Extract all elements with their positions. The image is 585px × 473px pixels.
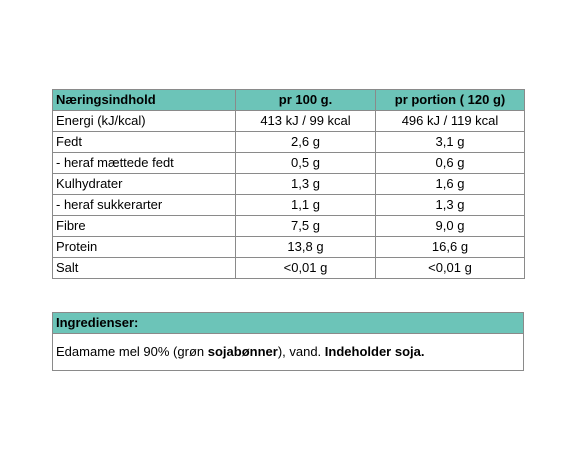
value-per-portion: 1,3 g <box>376 195 525 216</box>
value-per-portion: 496 kJ / 119 kcal <box>376 111 525 132</box>
value-per-portion: 9,0 g <box>376 216 525 237</box>
nutrient-name: Fibre <box>53 216 236 237</box>
value-per-100g: 1,3 g <box>236 174 376 195</box>
nutrition-header-row <box>53 90 525 111</box>
ingredients-text-part: Edamame mel 90% (grøn <box>56 344 208 359</box>
table-row <box>53 111 525 132</box>
table-row <box>53 216 525 237</box>
nutrition-table <box>52 89 525 279</box>
table-row <box>53 195 525 216</box>
nutrient-name: Fedt <box>53 132 236 153</box>
value-per-100g: 13,8 g <box>236 237 376 258</box>
nutrient-name: - heraf sukkerarter <box>53 195 236 216</box>
value-per-portion: 1,6 g <box>376 174 525 195</box>
value-per-portion: 3,1 g <box>376 132 525 153</box>
value-per-100g: 1,1 g <box>236 195 376 216</box>
nutrient-name: Salt <box>53 258 236 279</box>
header-per-portion: pr portion ( 120 g) <box>376 90 525 111</box>
nutrient-name: Kulhydrater <box>53 174 236 195</box>
ingredients-title: Ingredienser: <box>53 313 523 334</box>
header-per-100g: pr 100 g. <box>236 90 376 111</box>
header-nutrient: Næringsindhold <box>53 90 236 111</box>
value-per-100g: 7,5 g <box>236 216 376 237</box>
nutrient-name: Energi (kJ/kcal) <box>53 111 236 132</box>
table-row <box>53 174 525 195</box>
value-per-100g: 0,5 g <box>236 153 376 174</box>
ingredients-text <box>53 334 523 370</box>
table-row <box>53 237 525 258</box>
ingredients-text-part: ), vand. <box>277 344 325 359</box>
value-per-100g: <0,01 g <box>236 258 376 279</box>
value-per-100g: 413 kJ / 99 kcal <box>236 111 376 132</box>
table-row <box>53 258 525 279</box>
table-row <box>53 153 525 174</box>
value-per-portion: 16,6 g <box>376 237 525 258</box>
allergen-warning: Indeholder soja. <box>324 344 425 359</box>
allergen-soybeans: sojabønner <box>207 344 278 359</box>
nutrient-name: - heraf mættede fedt <box>53 153 236 174</box>
value-per-portion: 0,6 g <box>376 153 525 174</box>
ingredients-box <box>52 312 524 371</box>
value-per-portion: <0,01 g <box>376 258 525 279</box>
table-row <box>53 132 525 153</box>
value-per-100g: 2,6 g <box>236 132 376 153</box>
nutrient-name: Protein <box>53 237 236 258</box>
